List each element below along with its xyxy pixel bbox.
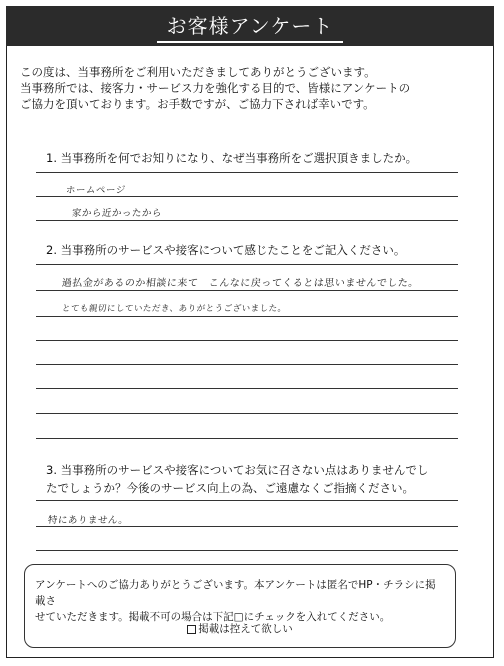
optout-label: 掲載は控えて欲しい: [198, 623, 293, 635]
q2-answer-2: とても親切にしていただき、ありがとうございました。: [61, 304, 288, 314]
answer-line: [36, 264, 458, 265]
q1-answer-2: 家から近かったから: [71, 208, 163, 219]
answer-line: [36, 364, 458, 365]
answer-line: [36, 550, 458, 551]
answer-line: [36, 413, 458, 414]
q1-answer-1: ホームページ: [65, 185, 127, 196]
intro-line-1: この度は、当事務所をご利用いただきましてありがとうございます。: [20, 65, 376, 79]
answer-line: [36, 196, 458, 197]
q3-answer-1: 特にありません。: [47, 515, 129, 526]
footer-line-2: せていただきます。掲載不可の場合は下記□にチェックを入れてください。: [35, 611, 391, 623]
page-title: お客様アンケート: [157, 10, 344, 43]
answer-line: [36, 290, 458, 291]
intro-line-2: 当事務所では、接客力・サービス力を強化する目的で、皆様にアンケートの: [20, 81, 411, 95]
answer-line: [36, 438, 458, 439]
optout-checkbox[interactable]: [187, 625, 196, 634]
answer-line: [36, 316, 458, 317]
footer-notice-box: [24, 564, 456, 648]
answer-line: [36, 340, 458, 341]
question-3-line-1: 3. 当事務所のサービスや接客についてお気に召さない点はありませんでし: [46, 463, 429, 477]
intro-line-3: ご協力を頂いております。お手数ですが、ご協力下されば幸いです。: [20, 97, 375, 111]
intro-text: [20, 64, 482, 112]
answer-line: [36, 388, 458, 389]
question-3-line-2: たでしょうか？今後のサービス向上の為、ご遠慮なくご指摘ください。: [46, 481, 414, 495]
optout-row: [25, 621, 455, 637]
footer-line-1: アンケートへのご協力ありがとうございます。本アンケートは匿名でHP・チラシに掲載さ: [35, 579, 436, 607]
question-1: 1. 当事務所を何でお知りになり、なぜ当事務所をご選択頂きましたか。: [46, 151, 418, 165]
answer-line: [36, 172, 458, 173]
q2-answer-1: 過払金があるのか相談に来て こんなに戻ってくるとは思いませんでした。: [61, 278, 420, 289]
answer-line: [36, 500, 458, 501]
answer-line: [36, 220, 458, 221]
question-2: 2. 当事務所のサービスや接客について感じたことをご記入ください。: [46, 243, 406, 257]
answer-line: [36, 526, 458, 527]
title-banner: [6, 6, 494, 46]
